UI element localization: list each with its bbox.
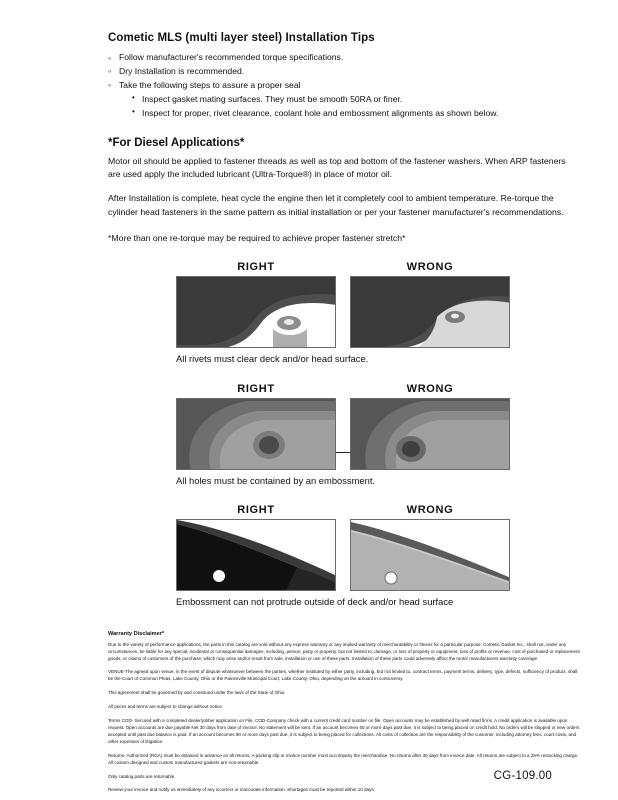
figure-coolant-hole-embossment xyxy=(36,383,582,488)
warranty-paragraph: Due to the variety of performance applications, the parts in this catalog are sold without any express warranty or any implied warranty of merchantability or fitness for a particular purpose. Cometic Gasket Inc., shall not, under any circumstances, be liable for any special, incidental or consequential damages, including, person, party or property, but not limited to, damage, or loss of property or equipment, loss of profits or revenue, cost of purchased or replacement goods, or claims of customers of the purchase, which may arise and/or result from sale, installation or use of these parts. Installation of these parts could adversely affect the motor manufacturers warranty coverage. xyxy=(108,641,580,661)
figure-wrong-column xyxy=(350,504,510,591)
figure-right-column xyxy=(176,504,336,591)
protrusion-wrong-diagram xyxy=(351,520,510,591)
list-item xyxy=(108,51,582,65)
diesel-heading: *For Diesel Applications* xyxy=(108,136,245,149)
warranty-paragraph: Returns- Authorized (RGA) must be obtained in advance on all returns. A packing slip or invoice number must accompany the merchandise. No returns after 30 days from invoice date. All returns are subject to a 25% restocking charge. All custom designed and custom manufactured gaskets are non-returnable. xyxy=(108,752,579,765)
warranty-paragraph: Review your invoice and notify us immediately of any incorrect or inaccurate information. Shortages must be reported within 10 days. xyxy=(108,787,375,793)
warranty-paragraph: All prices and terms are subject to change without notice. xyxy=(108,704,223,710)
list-item xyxy=(108,65,582,79)
figure-embossment-protrusion xyxy=(36,504,582,609)
diesel-paragraph-1: Motor oil should be applied to fastener threads as well as top and bottom of the fastener washers. When ARP fasteners are used apply the included lubricant (Ultra-Torque®) in place of motor oil. xyxy=(108,155,566,180)
list-item xyxy=(132,93,582,107)
figure-caption: All holes must be contained by an embossment. xyxy=(176,475,376,487)
tip-text: Dry Installation is recommended. xyxy=(119,65,245,76)
figure-right-column xyxy=(176,261,336,348)
figures-section xyxy=(36,261,582,609)
figure-rivet-clearance xyxy=(36,261,582,366)
figure-wrong-image xyxy=(350,276,510,348)
figure-wrong-column xyxy=(350,383,510,470)
figure-caption: All rivets must clear deck and/or head surface. xyxy=(176,352,369,364)
warranty-heading: Warranty Disclaimer* xyxy=(108,630,165,637)
protrusion-right-diagram xyxy=(177,520,336,591)
figure-wrong-column xyxy=(350,261,510,348)
tip-text: Follow manufacturer's recommended torque specifications. xyxy=(119,52,344,62)
installation-tips-list xyxy=(108,51,582,121)
warranty-paragraph: This agreement shall be governed by and construed under the laws of the State of Ohio. xyxy=(108,690,286,696)
list-item xyxy=(108,79,582,121)
rivet-wrong-diagram xyxy=(351,277,510,348)
figure-wrong-label: WRONG xyxy=(406,504,454,517)
sub-tip-text: Inspect for proper, rivet clearance, coolant hole and embossment alignments as shown below. xyxy=(142,107,499,118)
figure-right-image xyxy=(176,398,336,470)
sub-tips-list xyxy=(132,93,582,121)
figure-right-label: RIGHT xyxy=(237,260,275,273)
diesel-paragraph-2: After Installation is complete, heat cycle the engine then let it completely cool to ambient temperature. Re-torque the cylinder head fasteners in the same pattern as initial installation or per your fastener manufacturer's recommendations. xyxy=(108,193,564,217)
figure-right-image xyxy=(176,276,336,348)
embossment-wrong-diagram xyxy=(351,399,510,470)
figure-right-column xyxy=(176,383,336,470)
warranty-paragraph: VENUE-The agreed upon venue, in the event of dispute whatsoever between the parties, whether instituted by either party, including, but not limited to, contract terms, payment terms, delivery, type, defects, sufficiency of product, shall be the Court of Common Pleas, Lake County, Ohio or the Painesville Municipal Court, Lake County, Ohio, depending on the amount in controversy. xyxy=(108,669,578,682)
page-title: Cometic MLS (multi layer steel) Installation Tips xyxy=(108,32,375,44)
figure-caption: Embossment can not protrude outside of deck and/or head surface xyxy=(176,596,454,608)
figure-wrong-image xyxy=(350,519,510,591)
figure-wrong-label: WRONG xyxy=(406,383,454,396)
warranty-paragraph: Terms COD- Secured with a completed dealer/jobber application on File, COD-Company check with a current credit card number on file. Open accounts may be established by well rated firms. A credit application is available upon request. Open accounts are due payable Net 30 days from date of invoice. No statement will be sent. If an account becomes 60 or more days past due, it is subject to being placed on credit hold. No orders will be shipped or new orders accepted until past due balance is paid. If an account becomes 90 or more days past due, it is subject to being placed for collections. All costs of collection are the responsibility of the customer, including attorney fees, court costs, and other expenses of litigation. xyxy=(108,718,580,744)
rivet-right-diagram xyxy=(177,277,336,348)
warranty-paragraph: Only catalog parts are returnable. xyxy=(108,773,176,779)
embossment-right-diagram xyxy=(177,399,336,470)
list-item xyxy=(132,107,582,121)
figure-wrong-image xyxy=(350,398,510,470)
figure-right-image xyxy=(176,519,336,591)
figure-right-label: RIGHT xyxy=(237,504,275,517)
tip-text: Take the following steps to assure a proper seal xyxy=(119,79,301,90)
figure-right-label: RIGHT xyxy=(237,383,275,396)
document-number: CG-109.00 xyxy=(493,770,552,782)
sub-tip-text: Inspect gasket mating surfaces. They must be smooth 50RA or finer. xyxy=(142,93,403,104)
diesel-note: *More than one re-torque may be required to achieve proper fastener stretch* xyxy=(108,232,406,243)
figure-wrong-label: WRONG xyxy=(406,260,454,273)
